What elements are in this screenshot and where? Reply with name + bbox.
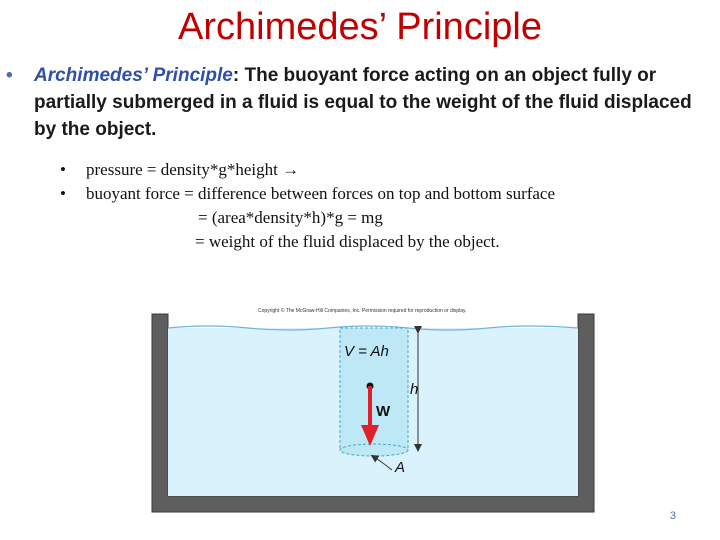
buoyancy-diagram [148,300,598,520]
area-label: A [395,459,406,476]
equation-line-1: = (area*density*h)*g = mg [198,208,383,227]
sub-bullet-text: pressure = density*g*height → [86,160,300,179]
bullet-term: Archimedes’ Principle [34,65,233,86]
sub-bullet-dot: • [60,160,66,179]
height-label: h [410,381,419,398]
bullet-dot: • [6,65,13,86]
bullet-definition: The buoyant force acting on an object fully or partially submerged in a fluid is equal to the weight of the fluid displaced by the object. [34,65,692,140]
sub-bullet-dot: • [60,184,66,203]
equation-line-2: = weight of the fluid displaced by the object. [195,232,500,251]
volume-label: V = Ah [344,343,389,360]
slide-title: Archimedes’ Principle [178,6,542,48]
column-base [340,444,408,456]
page-number: 3 [669,510,676,522]
weight-label: W [376,403,391,420]
buoyancy-figure [148,300,598,520]
sub-bullet-text: buoyant force = difference between forces on top and bottom surface [86,184,556,203]
bullet-separator: : [232,65,240,86]
copyright-note: Copyright © The McGraw-Hill Companies, Inc. Permission required for reproduction or display. [258,308,467,314]
bullet-text [34,62,704,143]
